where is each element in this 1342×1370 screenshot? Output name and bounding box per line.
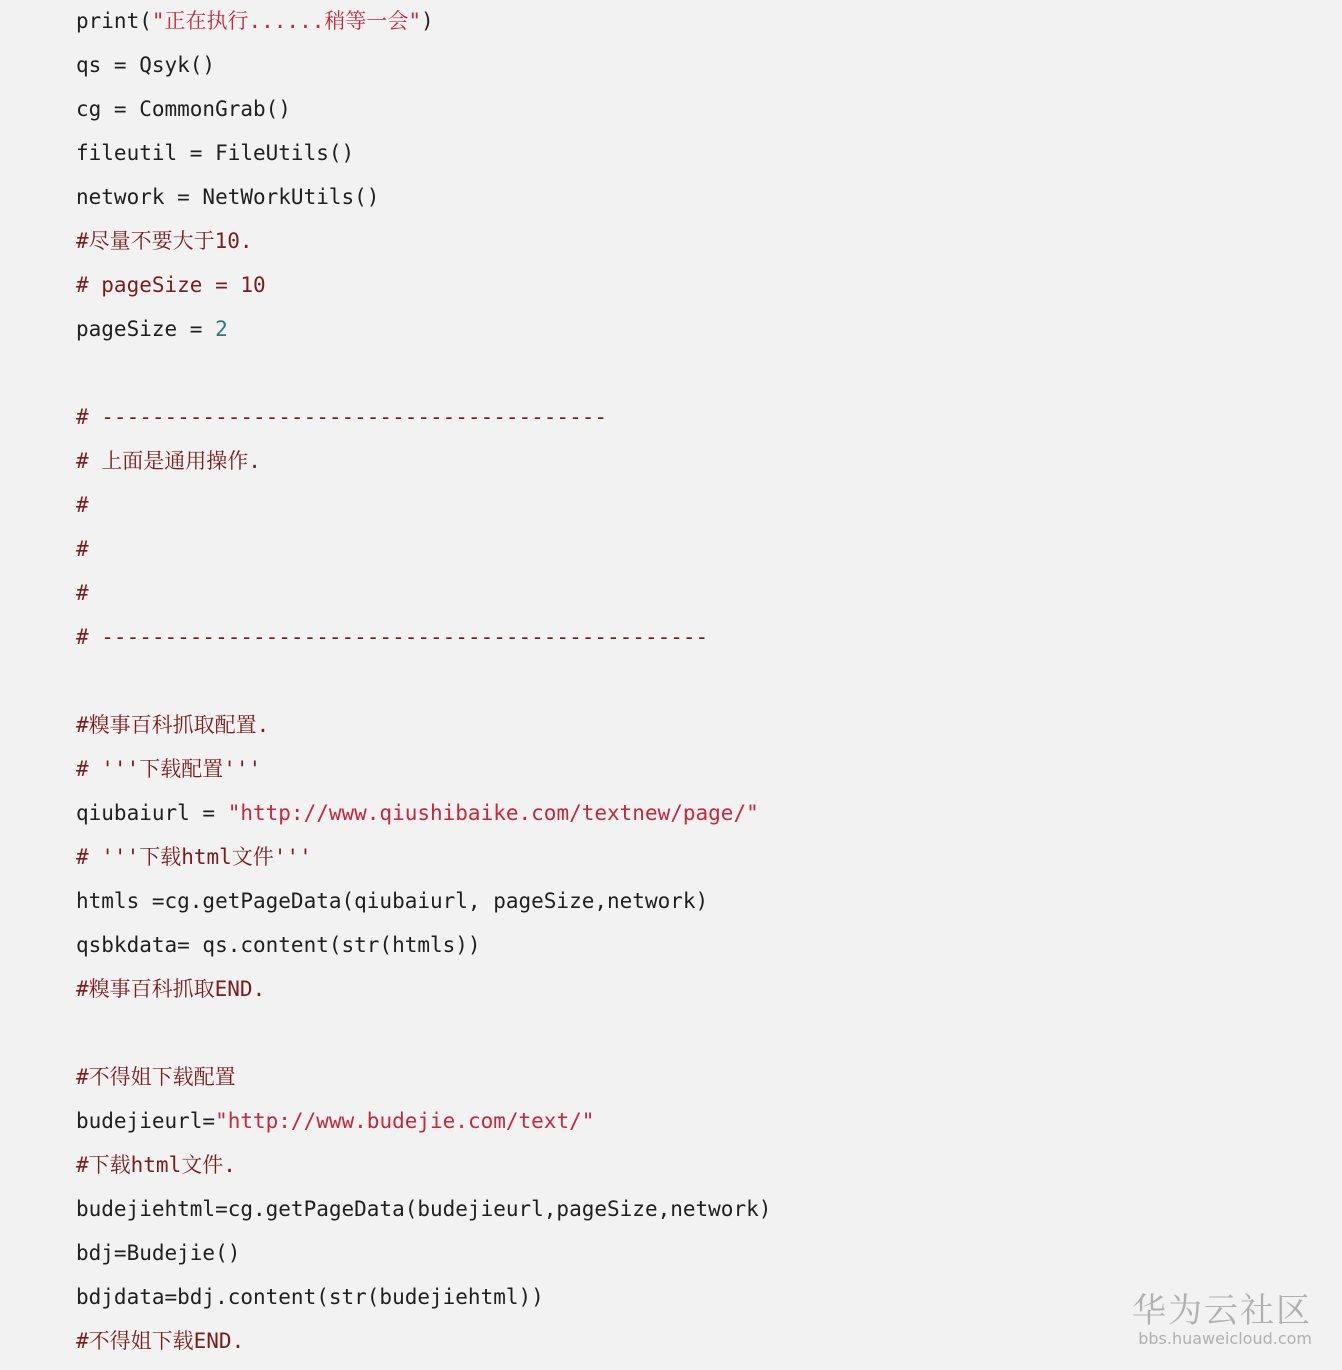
code-token-plain: qs = Qsyk() [76, 53, 216, 77]
code-token-plain: pageSize = [76, 317, 216, 341]
code-line [76, 396, 1342, 440]
code-line [76, 572, 1342, 616]
code-token-comment: # [76, 537, 89, 561]
code-token-string: "http://www.qiushibaike.com/textnew/page/" [227, 801, 759, 825]
code-line [76, 88, 1342, 132]
code-line [76, 176, 1342, 220]
code-line [76, 44, 1342, 88]
code-token-comment: #糗事百科抓取END. [76, 977, 266, 1001]
code-line [76, 308, 1342, 352]
code-token-comment: #尽量不要大于10. [76, 229, 253, 253]
code-token-comment: #下载html文件. [76, 1153, 236, 1177]
code-line [76, 132, 1342, 176]
code-token-number: 2 [215, 317, 228, 341]
code-line [76, 704, 1342, 748]
code-line [76, 748, 1342, 792]
code-token-plain: qsbkdata= qs.content(str(htmls)) [76, 933, 481, 957]
code-token-plain: print( [76, 9, 152, 33]
code-line [76, 1144, 1342, 1188]
code-line [76, 440, 1342, 484]
code-line [76, 1012, 1342, 1056]
code-token-comment: #不得姐下载END. [76, 1329, 245, 1353]
code-line [76, 836, 1342, 880]
code-token-comment: # ------------------------------------------------ [76, 625, 709, 649]
code-token-plain: ) [421, 9, 434, 33]
code-token-comment: # [76, 581, 89, 605]
code-token-plain: budejieurl= [76, 1109, 216, 1133]
code-line [76, 1188, 1342, 1232]
code-token-plain: bdjdata=bdj.content(str(budejiehtml)) [76, 1285, 544, 1309]
watermark-url: bbs.huaweicloud.com [1138, 1329, 1312, 1348]
code-token-comment: # '''下载配置''' [76, 757, 262, 781]
code-line [76, 1100, 1342, 1144]
code-token-comment: # [76, 493, 89, 517]
code-token-plain: fileutil = FileUtils() [76, 141, 355, 165]
code-line [76, 1232, 1342, 1276]
code-line [76, 792, 1342, 836]
code-line [76, 352, 1342, 396]
code-line [76, 484, 1342, 528]
code-token-plain: network = NetWorkUtils() [76, 185, 380, 209]
code-token-comment: # 上面是通用操作. [76, 449, 261, 473]
code-token-plain: budejiehtml=cg.getPageData(budejieurl,pageSize,network) [76, 1197, 772, 1221]
code-line [76, 264, 1342, 308]
code-token-plain: cg = CommonGrab() [76, 97, 291, 121]
code-token-comment: #糗事百科抓取配置. [76, 713, 270, 737]
code-line [76, 1056, 1342, 1100]
code-line [76, 924, 1342, 968]
code-token-string: "正在执行......稍等一会" [151, 9, 422, 33]
code-token-plain: htmls =cg.getPageData(qiubaiurl, pageSize,network) [76, 889, 709, 913]
code-line [76, 220, 1342, 264]
code-line [76, 528, 1342, 572]
watermark [1132, 1292, 1312, 1348]
code-token-comment: # '''下载html文件''' [76, 845, 312, 869]
code-token-plain: qiubaiurl = [76, 801, 228, 825]
code-line [76, 880, 1342, 924]
code-token-plain: bdj=Budejie() [76, 1241, 241, 1265]
code-token-comment: # ---------------------------------------- [76, 405, 608, 429]
code-block [76, 0, 1342, 1364]
watermark-title: 华为云社区 [1132, 1291, 1312, 1331]
code-line [76, 968, 1342, 1012]
code-line [76, 616, 1342, 660]
code-line [76, 660, 1342, 704]
code-token-string: "http://www.budejie.com/text/" [215, 1109, 595, 1133]
code-token-comment: # pageSize = 10 [76, 273, 266, 297]
code-line [76, 0, 1342, 44]
code-token-comment: #不得姐下载配置 [76, 1065, 236, 1089]
